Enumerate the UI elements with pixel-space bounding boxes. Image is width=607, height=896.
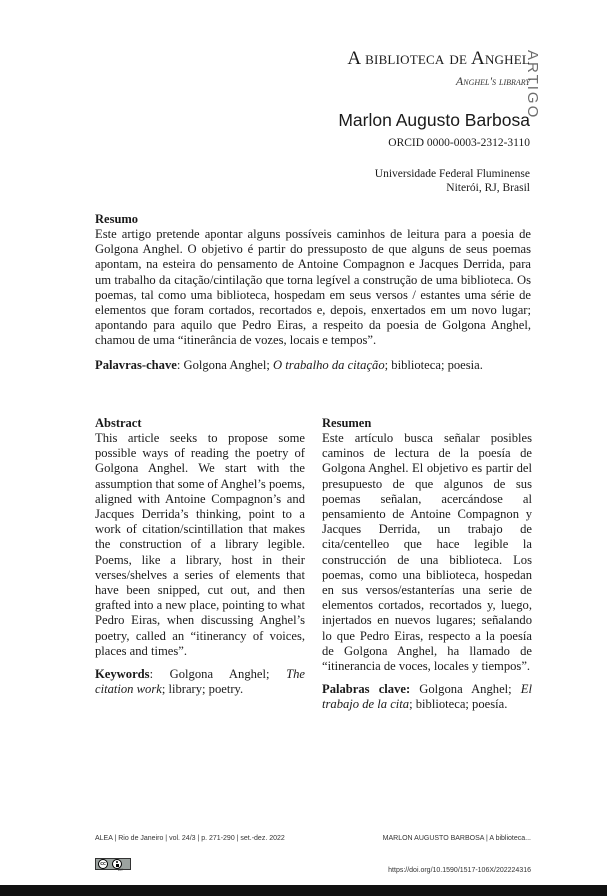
resumen-section: [322, 416, 532, 713]
keywords-part: ; library; poetry.: [161, 682, 244, 697]
author-name: Marlon Augusto Barbosa: [338, 110, 530, 130]
cc-by-icon[interactable]: [95, 858, 131, 870]
abstract-heading: Abstract: [95, 416, 142, 430]
keywords-label: Palabras clave:: [322, 682, 411, 697]
author-affiliation: [375, 167, 530, 195]
orcid-link[interactable]: ORCID 0000-0003-2312-3110: [388, 137, 530, 149]
keywords-label: Keywords: [95, 667, 150, 682]
abstract-text: This article seeks to propose some possible ways of reading the poetry of Golgona Anghel. We start with the assumption that some of Anghel’s poems, aligned with Antoine Compagnon’s and Jacques Derrida’s thinking, point to a work of citation/scintillation that makes the construction of a library legible. Poems, like a library, host in their verses/shelves a series of elements that have been snipped, cut out, and then grafted into a new place, pointing to what Pedro Eiras, when discussing Anghel’s poetry, called an “itinerancy of voices, places and times”.: [95, 431, 305, 658]
location: Niterói, RJ, Brasil: [446, 182, 530, 194]
running-header: MARLON AUGUSTO BARBOSA | A biblioteca...: [382, 835, 531, 842]
institution: Universidade Federal Fluminense: [374, 168, 530, 180]
keywords-part: : Golgona Anghel;: [149, 667, 287, 682]
resumen-keywords: [322, 682, 532, 712]
journal-citation: ALEA | Rio de Janeiro | vol. 24/3 | p. 271-290 | set.-dez. 2022: [95, 835, 285, 842]
keywords-label: Palavras-chave: [95, 357, 177, 372]
resumen-heading: Resumen: [322, 416, 372, 430]
abstract-section: [95, 416, 305, 697]
article-subtitle: [456, 74, 530, 89]
keywords-part: : Golgona Anghel;: [176, 357, 274, 372]
doi-link[interactable]: https://doi.org/10.1590/1517-106X/202224316: [388, 867, 531, 874]
keywords-part: Golgona Anghel;: [410, 682, 521, 697]
bottom-bar: [0, 885, 607, 896]
resumen-text: Este artículo busca señalar posibles caminos de lectura de la poesía de Golgona Anghel. El objetivo es partir del presupuesto de que algunos de sus poemas señalan, acercándose al pensamiento de Antoine Compagnon y Jacques Derrida, un trabajo de cita/centelleo que hace legible la construcción de una biblioteca. Los poemas, como una biblioteca, hospedan en sus versos/estanterías una serie de elementos cortados, recortados y, luego, injertados en nuevos lugares; señalando lo que Pedro Eiras, respecto a la poesía de Golgona Anghel, ha llamado de “itinerancia de voces, locales y tiempos”.: [322, 431, 532, 674]
abstract-keywords: [95, 667, 305, 697]
keywords-part: ; biblioteca; poesia.: [384, 357, 483, 372]
article-title: [347, 48, 530, 70]
keywords-part: ; biblioteca; poesía.: [409, 697, 508, 712]
title-text: A biblioteca de Anghel: [347, 48, 530, 69]
keywords-italic: The citation work: [95, 667, 305, 697]
section-label-artigo: ARTIGO: [524, 50, 541, 120]
keywords-italic: O trabalho da citação: [273, 357, 385, 372]
resumo-section: [95, 212, 531, 373]
resumo-text: Este artigo pretende apontar alguns possíveis caminhos de leitura para a poesia de Golgona Anghel. O objetivo é partir do pressuposto de que alguns de seus poemas apontam, na esteira do pensamento de Antoine Compagnon e Jacques Derrida, para um trabalho da citação/cintilação que torna legível a construção de uma biblioteca. Os poemas, tal como uma biblioteca, hospedam em seus versos / estantes uma série de elementos que foram cortados, recortados e, depois, enxertados em um novo lugar; apontando para aquilo que Pedro Eiras, a respeito da poesia de Golgona Anghel, chamou de uma “itinerância de vozes, locais e tempos”.: [95, 227, 531, 348]
resumo-keywords: [95, 358, 531, 373]
resumo-heading: Resumo: [95, 212, 139, 226]
cc-logo-icon: cc: [98, 859, 108, 869]
license-sub-label: BY: [118, 867, 124, 872]
subtitle-text: Anghel's library: [455, 74, 530, 88]
keywords-italic: El trabajo de la cita: [322, 682, 532, 712]
